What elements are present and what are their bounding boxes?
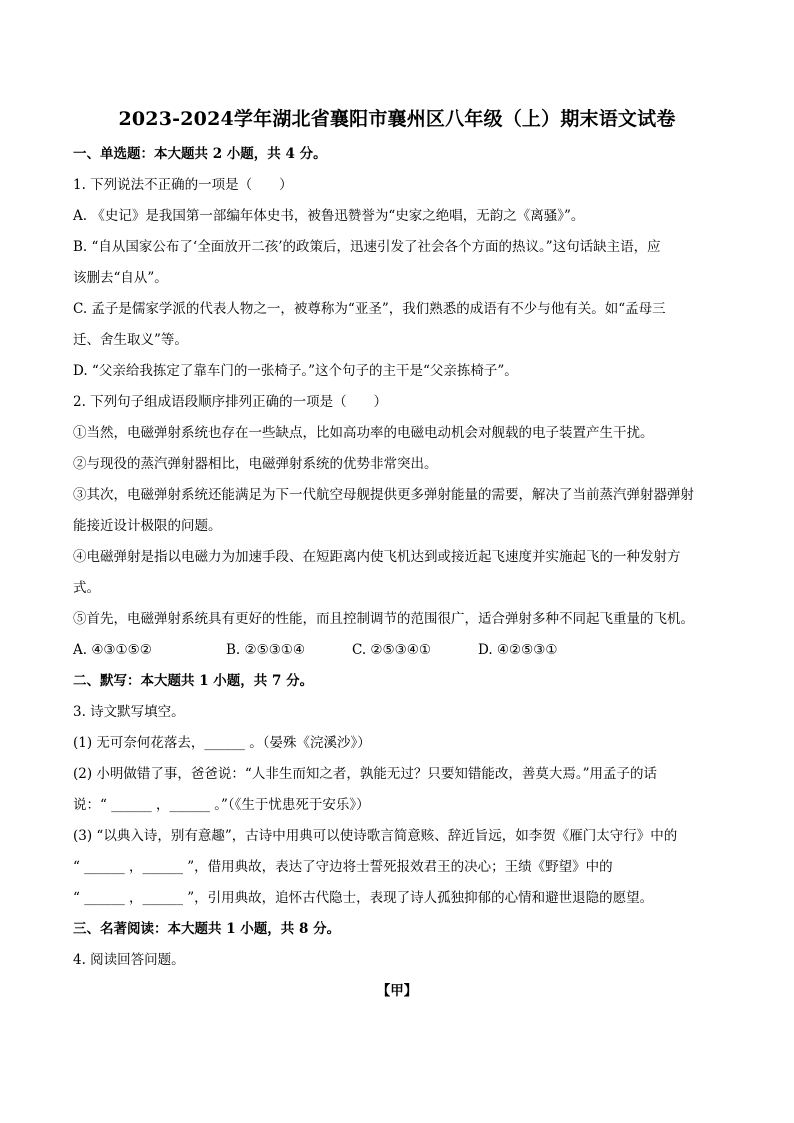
question-2-sentence-3-line2: 能接近设计极限的问题。 <box>73 518 222 534</box>
question-1-option-d: D. “父亲给我拣定了靠车门的一张椅子。”这个句子的主干是“父亲拣椅子”。 <box>73 363 518 379</box>
question-3-item-2-line1: (2) 小明做错了事，爸爸说：“人非生而知之者，孰能无过？只要知错能改，善莫大焉。”用孟子的话 <box>73 766 657 782</box>
question-2-option-a: A. ④③①⑤② <box>73 642 152 658</box>
question-2-sentence-5: ⑤首先，电磁弹射系统具有更好的性能，而且控制调节的范围很广，适合弹射多种不同起飞重量的飞机。 <box>73 611 694 627</box>
question-1-stem: 1. 下列说法不正确的一项是（ ） <box>73 177 293 193</box>
question-3-stem: 3. 诗文默写填空。 <box>73 704 185 720</box>
question-2-sentence-1: ①当然，电磁弹射系统也存在一些缺点，比如高功率的电磁电动机会对舰载的电子装置产生干扰。 <box>73 425 654 441</box>
section-2-heading: 二、默写：本大题共 1 小题，共 7 分。 <box>73 673 314 689</box>
question-2-sentence-2: ②与现役的蒸汽弹射器相比，电磁弹射系统的优势非常突出。 <box>73 456 438 472</box>
question-2-option-d: D. ④②⑤③① <box>478 642 558 658</box>
question-2-sentence-4-line2: 式。 <box>73 580 100 596</box>
question-2-option-c: C. ②⑤③④① <box>352 642 431 658</box>
question-3-item-2-line2: 说：“ ______ ，______ 。”（《生于忧患死于安乐》） <box>73 797 370 813</box>
passage-jia-heading: 【甲】 <box>376 983 418 999</box>
question-2-stem: 2. 下列句子组成语段顺序排列正确的一项是（ ） <box>73 394 388 410</box>
question-1-option-c-line2: 迁、舍生取义”等。 <box>73 332 188 348</box>
question-1-option-c-line1: C. 孟子是儒家学派的代表人物之一，被尊称为“亚圣”，我们熟悉的成语有不少与他有关。如“孟母三 <box>73 301 666 317</box>
question-3-item-3-line1: (3) “以典入诗，别有意趣”，古诗中用典可以使诗歌言简意赅、辞近旨远，如李贺《雁门太守行》中的 <box>73 828 678 844</box>
section-1-heading: 一、单选题：本大题共 2 小题，共 4 分。 <box>73 146 327 162</box>
question-1-option-a: A. 《史记》是我国第一部编年体史书，被鲁迅赞誉为“史家之绝唱，无韵之《离骚》”。 <box>73 208 585 224</box>
question-3-item-3-line3: “ ______ ，______ ”，引用典故，追怀古代隐士，表现了诗人孤独抑郁的心情和避世退隐的愿望。 <box>73 890 654 906</box>
question-2-options <box>73 641 557 659</box>
question-1-option-b-line2: 该删去“自从”。 <box>73 270 168 286</box>
question-3-item-1: (1) 无可奈何花落去，______ 。（晏殊《浣溪沙》） <box>73 735 371 751</box>
question-3-item-3-line2: “ ______ ，______ ”，借用典故，表达了守边将士誓死报效君王的决心；王绩《野望》中的 <box>73 859 613 875</box>
exam-title: 2023-2024学年湖北省襄阳市襄州区八年级（上）期末语文试卷 <box>118 108 676 130</box>
question-1-option-b-line1: B. “自从国家公布了‘全面放开二孩’的政策后，迅速引发了社会各个方面的热议。”这句话缺主语，应 <box>73 239 661 255</box>
question-2-sentence-3-line1: ③其次，电磁弹射系统还能满足为下一代航空母舰提供更多弹射能量的需要，解决了当前蒸汽弹射器弹射 <box>73 487 694 503</box>
question-2-sentence-4-line1: ④电磁弹射是指以电磁力为加速手段、在短距离内使飞机达到或接近起飞速度并实施起飞的一种发射方 <box>73 549 681 565</box>
section-3-heading: 三、名著阅读：本大题共 1 小题，共 8 分。 <box>73 921 341 937</box>
question-4-stem: 4. 阅读回答问题。 <box>73 952 185 968</box>
question-2-option-b: B. ②⑤③①④ <box>226 642 306 658</box>
